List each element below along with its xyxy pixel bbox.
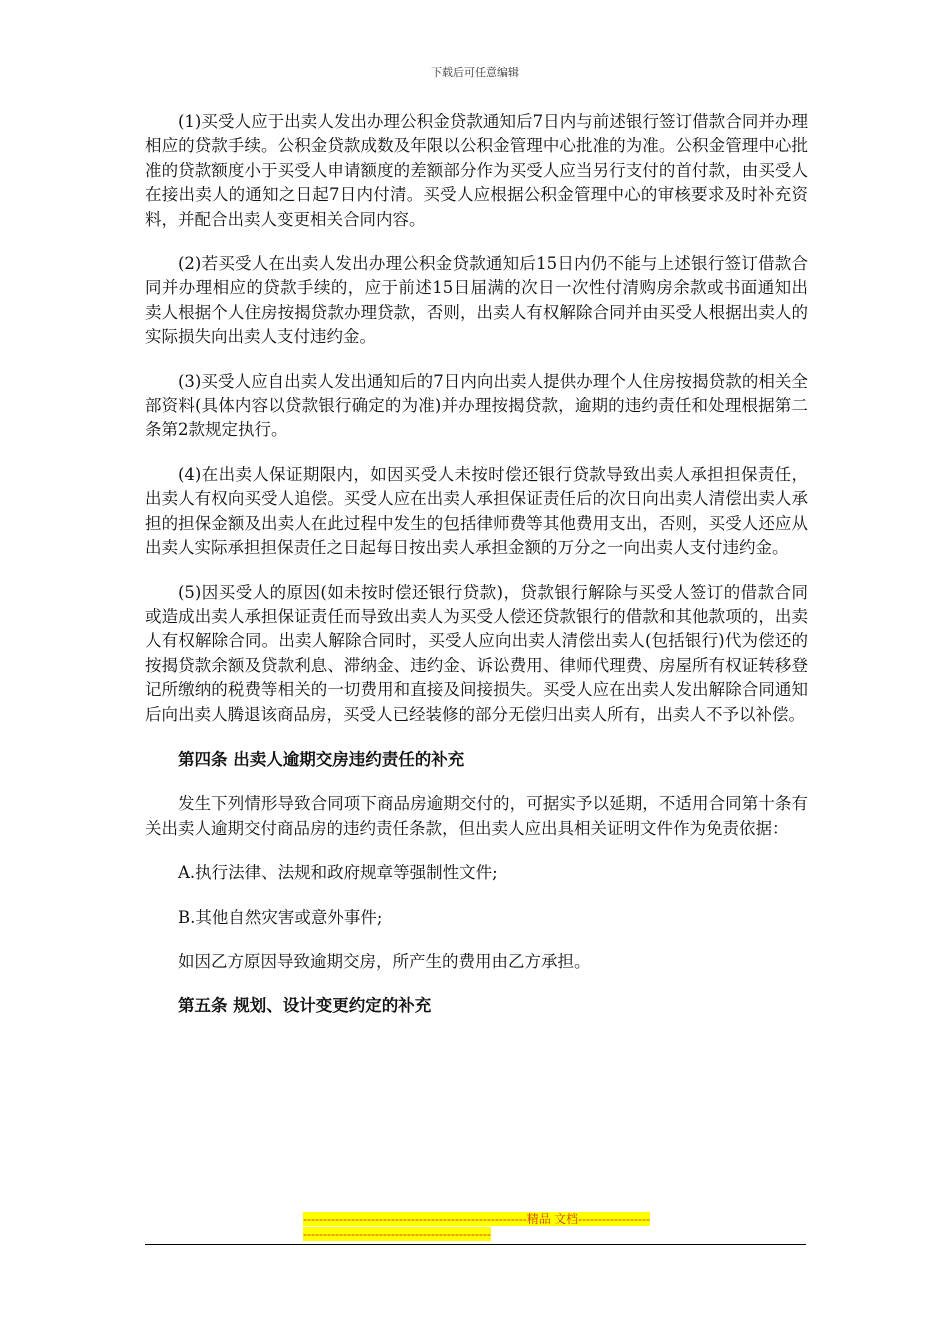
list-item-a: A.执行法律、法规和政府规章等强制性文件; [178,863,498,883]
list-item-b: B.其他自然灾害或意外事件; [178,907,383,927]
footer-watermark [303,1212,651,1242]
document-body [145,110,808,1039]
section-4-heading: 第四条 出卖人逾期交房违约责任的补充 [178,749,465,769]
paragraph-1: (1)买受人应于出卖人发出办理公积金贷款通知后7日内与前述银行签订借款合同并办理相应的贷款手续。公积金贷款成数及年限以公积金管理中心批准的为准。公积金管理中心批准的贷款额度小于买受人申请额度的差额部分作为买受人应当另行支付的首付款，由买受人在接出卖人的通知之日起7日内付清。买受人应根据公积金管理中心的审核要求及时补充资料，并配合出卖人变更相关合同内容。 [145,112,808,229]
section-5-heading: 第五条 规划、设计变更约定的补充 [178,996,432,1016]
paragraph-4: (4)在出卖人保证期限内，如因买受人未按时偿还银行贷款导致出卖人承担担保责任，出卖人有权向买受人追偿。买受人应在出卖人承担保证责任后的次日向出卖人清偿出卖人承担的担保金额及出卖人在此过程中发生的包括律师费等其他费用支出，否则，买受人还应从出卖人实际承担担保责任之日起每日按出卖人承担金额的万分之一向出卖人支付违约金。 [145,464,808,558]
section-4-intro: 发生下列情形导致合同项下商品房逾期交付的，可据实予以延期，不适用合同第十条有关出卖人逾期交付商品房的违约责任条款，但出卖人应出具相关证明文件作为免责依据： [145,794,808,838]
paragraph-3: (3)买受人应自出卖人发出通知后的7日内向出卖人提供办理个人住房按揭贷款的相关全部资料(具体内容以贷款银行确定的为准)并办理按揭贷款，逾期的违约责任和处理根据第二条第2款规定执行。 [145,371,808,440]
footer-text: --------------------------------------------------------精品 文档----------------------------------------------------------------- [303,1212,651,1241]
page-header: 下载后可任意编辑 [431,66,519,79]
footer-divider [145,1244,806,1245]
paragraph-2: (2)若买受人在出卖人发出办理公积金贷款通知后15日内仍不能与上述银行签订借款合同并办理相应的贷款手续的，应于前述15日届满的次日一次性付清购房余款或书面通知出卖人根据个人住房按揭贷款办理贷款，否则，出卖人有权解除合同并由买受人根据出卖人的实际损失向出卖人支付违约金。 [145,254,808,347]
section-4-note: 如因乙方原因导致逾期交房，所产生的费用由乙方承担。 [178,951,591,971]
paragraph-5: (5)因买受人的原因(如未按时偿还银行贷款)，贷款银行解除与买受人签订的借款合同或造成出卖人承担保证责任而导致出卖人为买受人偿还贷款银行的借款和其他款项的，出卖人有权解除合同。出卖人解除合同时，买受人应向出卖人清偿出卖人(包括银行)代为偿还的按揭贷款余额及贷款利息、滞纳金、违约金、诉讼费用、律师代理费、房屋所有权证转移登记所缴纳的税费等相关的一切费用和直接及间接损失。买受人应在出卖人发出解除合同通知后向出卖人腾退该商品房，买受人已经装修的部分无偿归出卖人所有，出卖人不予以补偿。 [145,582,808,724]
